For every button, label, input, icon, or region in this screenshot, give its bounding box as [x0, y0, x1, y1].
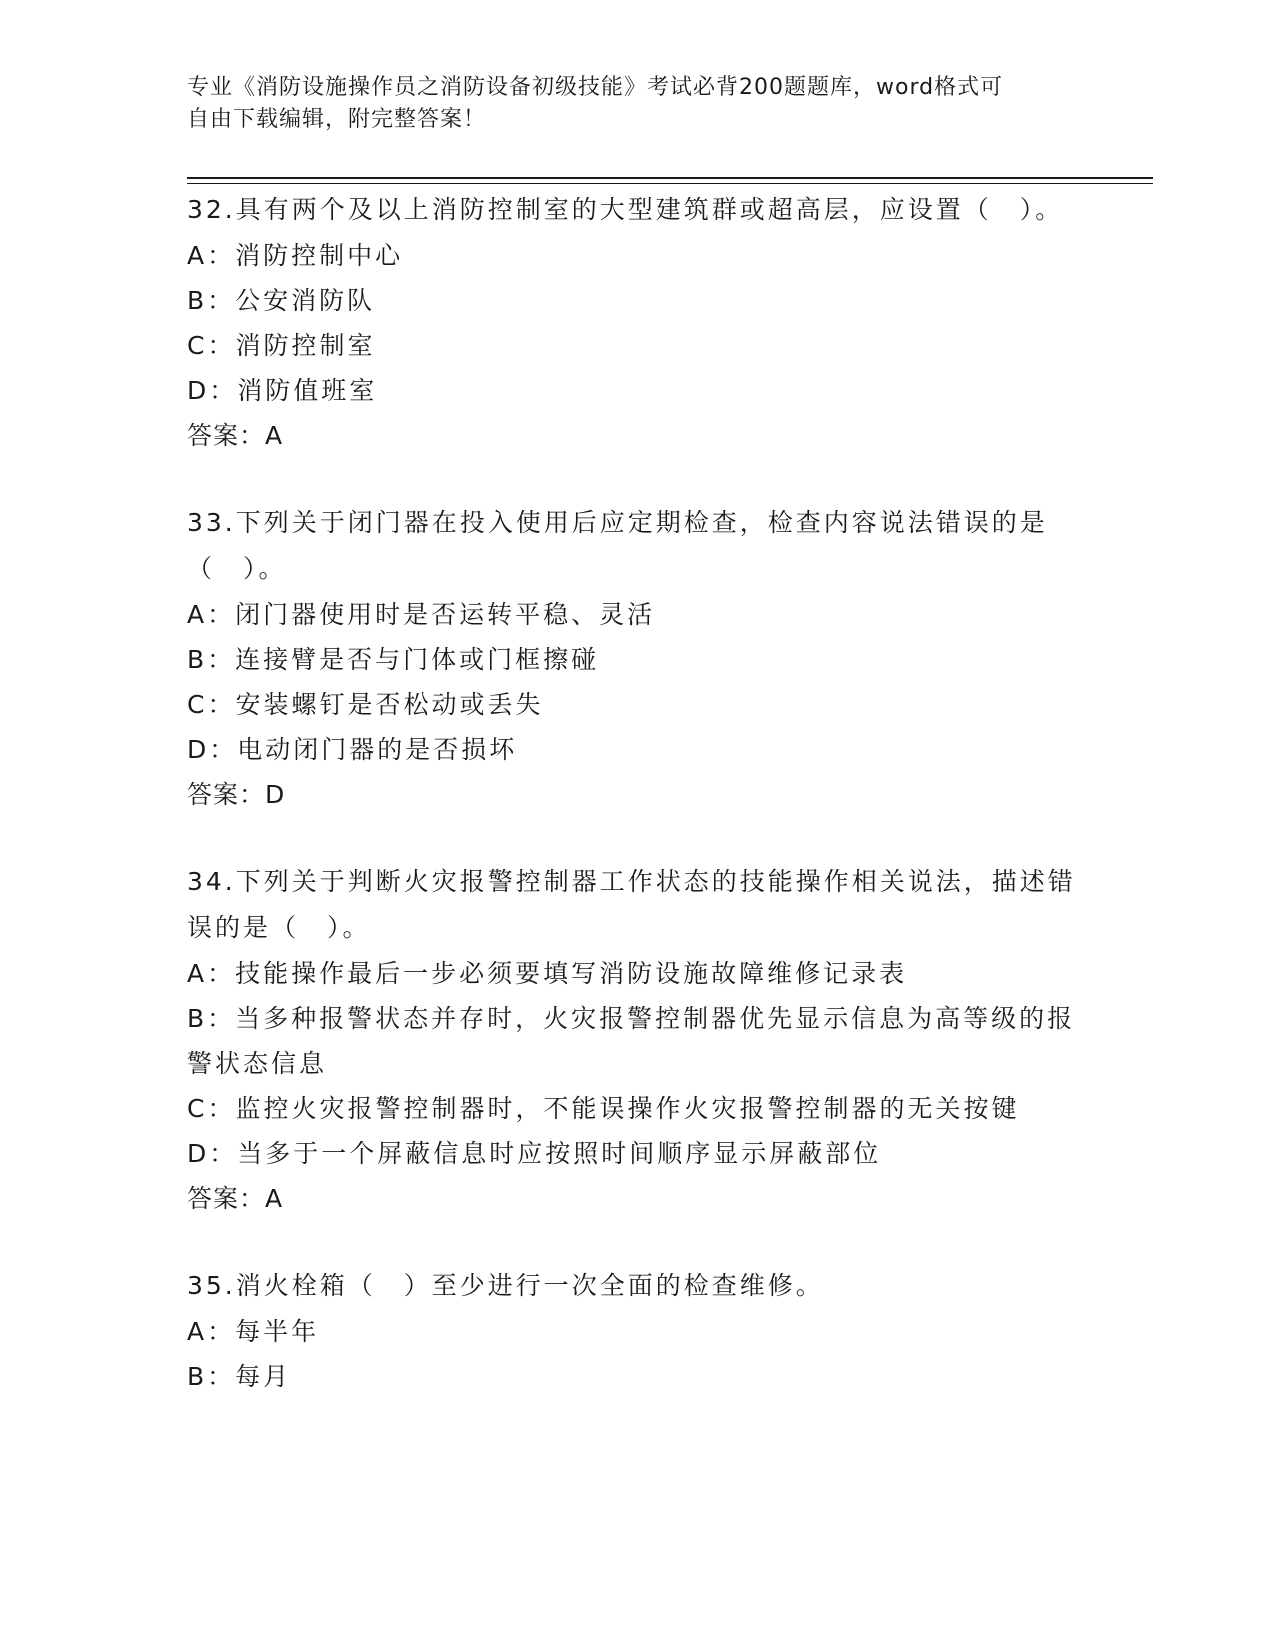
- option-b: B：公安消防队: [187, 286, 376, 315]
- header-line-1: 专业《消防设施操作员之消防设备初级技能》考试必背200题题库，word格式可: [187, 75, 1004, 100]
- option-c: C：安装螺钉是否松动或丢失: [187, 690, 544, 719]
- header-divider-thick: [187, 177, 1153, 179]
- option-b: B：当多种报警状态并存时，火灾报警控制器优先显示信息为高等级的报警状态信息: [187, 1004, 1076, 1078]
- option-d: D：电动闭门器的是否损坏: [187, 735, 518, 764]
- answer: 答案：D: [187, 780, 286, 809]
- question-32: [187, 187, 1087, 458]
- option-a: A：技能操作最后一步必须要填写消防设施故障维修记录表: [187, 959, 908, 988]
- question-text: 32.具有两个及以上消防控制室的大型建筑群或超高层，应设置（ ）。: [187, 195, 1064, 224]
- question-34: [187, 859, 1087, 1221]
- option-b: B：每月: [187, 1362, 292, 1391]
- header-line-2: 自由下载编辑，附完整答案！: [187, 107, 487, 132]
- option-c: C：监控火灾报警控制器时，不能误操作火灾报警控制器的无关按键: [187, 1094, 1020, 1123]
- option-a: A：每半年: [187, 1317, 320, 1346]
- option-a: A：闭门器使用时是否运转平稳、灵活: [187, 600, 656, 629]
- question-list: [187, 187, 1087, 1441]
- document-header: [187, 72, 1067, 136]
- header-divider-thin: [187, 183, 1153, 184]
- option-d: D：消防值班室: [187, 376, 378, 405]
- question-text: 35.消火栓箱（ ）至少进行一次全面的检查维修。: [187, 1271, 824, 1300]
- answer: 答案：A: [187, 421, 284, 450]
- option-c: C：消防控制室: [187, 331, 376, 360]
- answer: 答案：A: [187, 1184, 284, 1213]
- option-a: A：消防控制中心: [187, 241, 404, 270]
- option-d: D：当多于一个屏蔽信息时应按照时间顺序显示屏蔽部位: [187, 1139, 882, 1168]
- question-text: 34.下列关于判断火灾报警控制器工作状态的技能操作相关说法，描述错误的是（ ）。: [187, 867, 1076, 942]
- question-33: [187, 500, 1087, 817]
- question-text: 33.下列关于闭门器在投入使用后应定期检查，检查内容说法错误的是（ ）。: [187, 508, 1048, 583]
- question-35: [187, 1263, 1087, 1399]
- option-b: B：连接臂是否与门体或门框擦碰: [187, 645, 600, 674]
